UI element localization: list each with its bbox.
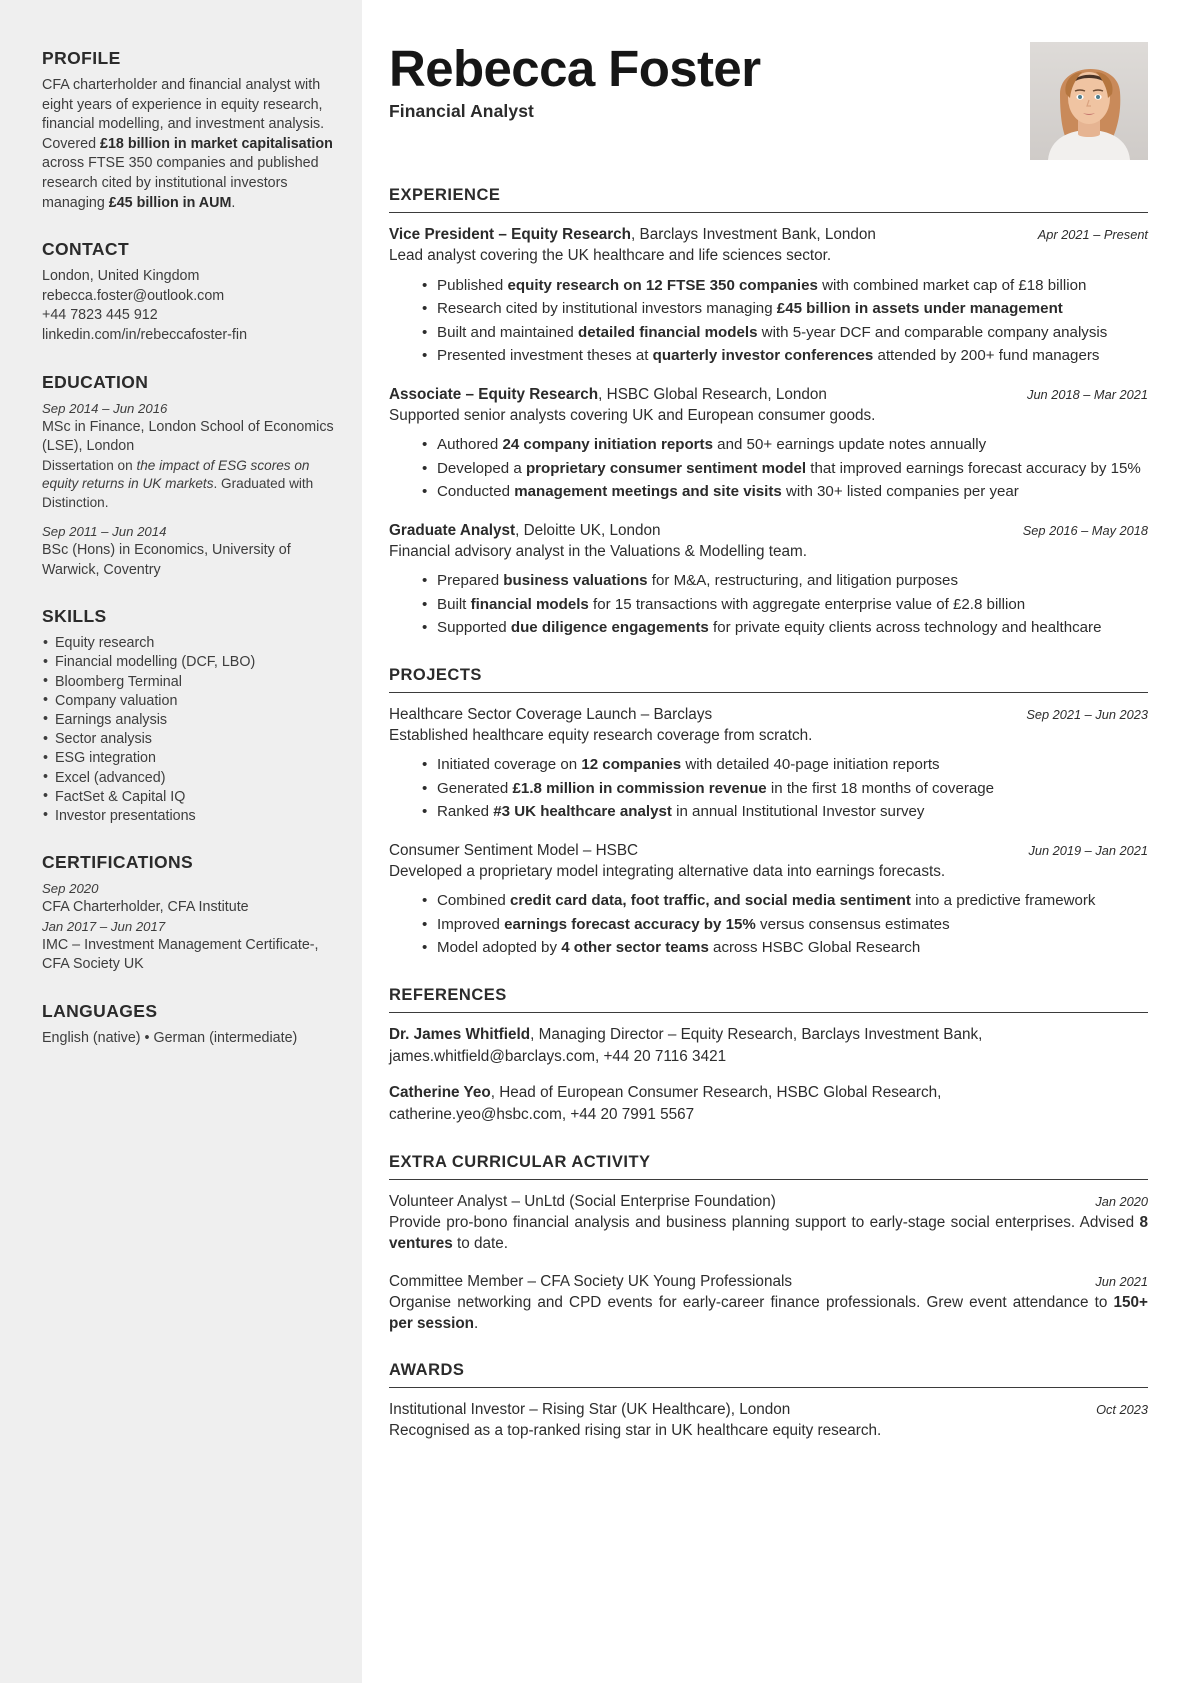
entry-summary: Supported senior analysts covering UK and European consumer goods. [389, 406, 876, 424]
references-section [389, 986, 1148, 1127]
entry-title: Institutional Investor – Rising Star (UK Healthcare), London [389, 1400, 791, 1418]
education-list [42, 400, 340, 581]
entry-date: Jun 2018 – Mar 2021 [1027, 386, 1148, 402]
experience-heading: EXPERIENCE [389, 186, 501, 204]
awards-section [389, 1361, 1148, 1442]
skill-item: • Equity research [42, 634, 340, 653]
skill-item: • Investor presentations [42, 807, 340, 826]
entry-bullets [389, 274, 1148, 368]
experience-section [389, 186, 1148, 640]
bullet-item: • Supported due diligence engagements for private equity clients across technology and healthcare [422, 616, 1148, 640]
portrait-photo-icon [1030, 42, 1148, 160]
avatar [1030, 42, 1148, 160]
extra-curricular-section [389, 1153, 1148, 1335]
bullet-item: • Initiated coverage on 12 companies with detailed 40-page initiation reports [422, 753, 1148, 777]
bullet-item: • Conducted management meetings and site visits with 30+ listed companies per year [422, 480, 1148, 504]
skill-item: • Excel (advanced) [42, 769, 340, 788]
profile-heading: PROFILE [42, 48, 121, 68]
entry-header [389, 384, 1148, 405]
contact-linkedin[interactable]: linkedin.com/in/rebeccafoster-fin [42, 326, 248, 343]
entry-title: Vice President – Equity Research, Barclays Investment Bank, London [389, 226, 876, 243]
extra-curricular-heading: EXTRA CURRICULAR ACTIVITY [389, 1152, 651, 1171]
entry-header [389, 840, 1148, 861]
reference-name-title: Dr. James Whitfield, Managing Director – Equity Research, Barclays Investment Bank, [389, 1025, 983, 1043]
entry-title: Associate – Equity Research, HSBC Global Research, London [389, 385, 827, 403]
skill-item: • Bloomberg Terminal [42, 673, 340, 692]
entry-date: Sep 2016 – May 2018 [1022, 522, 1148, 538]
entry-header [389, 1399, 1148, 1420]
education-heading: EDUCATION [42, 371, 149, 392]
entry-summary: Recognised as a top-ranked rising star in UK healthcare equity research. [389, 1421, 882, 1439]
education-date: Sep 2014 – Jun 2016 [42, 400, 168, 416]
entry [389, 384, 1148, 504]
education-item [42, 400, 340, 512]
projects-heading: PROJECTS [389, 665, 482, 684]
certifications-section [42, 852, 340, 975]
certification-title: CFA Charterholder, CFA Institute [42, 899, 249, 916]
entry-title: Volunteer Analyst – UnLtd (Social Enterprise Foundation) [389, 1192, 776, 1210]
reference-item [389, 1024, 1148, 1069]
certification-item [42, 918, 340, 975]
skill-item: • FactSet & Capital IQ [42, 788, 340, 807]
education-section [42, 372, 340, 581]
reference-contact: james.whitfield@barclays.com, +44 20 7116 3421 [389, 1048, 727, 1065]
skills-list [42, 634, 340, 826]
awards-entries [389, 1399, 1148, 1442]
sidebar [0, 0, 362, 1683]
education-title: BSc (Hons) in Economics, University of Warwick, Coventry [42, 541, 291, 578]
languages-text: English (native) • German (intermediate) [42, 1029, 298, 1046]
name-block [389, 40, 760, 122]
certification-item [42, 880, 340, 918]
experience-divider [389, 212, 1148, 213]
languages-section [42, 1001, 340, 1049]
contact-heading: CONTACT [42, 239, 130, 260]
languages-heading: LANGUAGES [42, 1000, 158, 1021]
entry-date: Oct 2023 [1096, 1401, 1148, 1417]
projects-section [389, 666, 1148, 960]
entry-bullets [389, 753, 1148, 824]
entry-summary: Organise networking and CPD events for early-career finance professionals. Grew event attendance to 150+ per session. [389, 1293, 1148, 1332]
references-heading: REFERENCES [389, 985, 507, 1004]
experience-entries [389, 224, 1148, 640]
certifications-list [42, 880, 340, 975]
bullet-item: • Prepared business valuations for M&A, restructuring, and litigation purposes [422, 569, 1148, 593]
reference-contact: catherine.yeo@hsbc.com, +44 20 7991 5567 [389, 1106, 695, 1123]
references-divider [389, 1012, 1148, 1013]
entry-bullets [389, 569, 1148, 640]
skills-heading: SKILLS [42, 606, 107, 627]
awards-divider [389, 1387, 1148, 1388]
entry-title: Committee Member – CFA Society UK Young Professionals [389, 1272, 793, 1290]
certifications-heading: CERTIFICATIONS [42, 852, 194, 873]
certification-date: Sep 2020 [42, 881, 99, 897]
entry [389, 704, 1148, 824]
skill-item: • Financial modelling (DCF, LBO) [42, 653, 340, 672]
education-date: Sep 2011 – Jun 2014 [42, 523, 167, 539]
bullet-item: • Research cited by institutional investors managing £45 billion in assets under management [422, 297, 1148, 321]
entry-date: Apr 2021 – Present [1037, 227, 1148, 242]
bullet-item: • Developed a proprietary consumer sentiment model that improved earnings forecast accuracy by 15% [422, 457, 1148, 481]
entry-summary: Developed a proprietary model integrating alternative data into earnings forecasts. [389, 862, 946, 880]
main-content [362, 0, 1190, 1683]
projects-entries [389, 704, 1148, 960]
resume-header [389, 40, 1148, 160]
entry-date: Sep 2021 – Jun 2023 [1026, 706, 1148, 722]
entry-header [389, 1191, 1148, 1212]
profile-section [42, 48, 340, 213]
entry [389, 520, 1148, 640]
entry [389, 1191, 1148, 1255]
entry-bullets [389, 433, 1148, 504]
entry-date: Jun 2021 [1095, 1273, 1148, 1289]
references-list [389, 1024, 1148, 1127]
contact-phone[interactable]: +44 7823 445 912 [42, 307, 158, 324]
entry-date: Jan 2020 [1095, 1193, 1148, 1209]
reference-name-title: Catherine Yeo, Head of European Consumer Research, HSBC Global Research, [389, 1083, 942, 1101]
entry-summary: Provide pro-bono financial analysis and business planning support to early-stage social enterprises. Advised 8 ventures to date. [389, 1213, 1148, 1252]
bullet-item: • Ranked #3 UK healthcare analyst in annual Institutional Investor survey [422, 800, 1148, 824]
bullet-item: • Built and maintained detailed financial models with 5-year DCF and comparable company analysis [422, 321, 1148, 345]
entry-bullets [389, 889, 1148, 960]
skills-section [42, 606, 340, 826]
entry [389, 1399, 1148, 1442]
education-item [42, 523, 340, 580]
entry-header [389, 224, 1148, 245]
skill-item: • Sector analysis [42, 730, 340, 749]
entry-header [389, 520, 1148, 541]
certification-date: Jan 2017 – Jun 2017 [42, 918, 166, 934]
education-description: Dissertation on the impact of ESG scores on equity returns in UK markets. Graduated with Distinction. [42, 457, 314, 510]
certification-title: IMC – Investment Management Certificate-, CFA Society UK [42, 936, 319, 973]
bullet-item: • Authored 24 company initiation reports and 50+ earnings update notes annually [422, 433, 1148, 457]
job-role: Financial Analyst [389, 101, 534, 121]
bullet-item: • Combined credit card data, foot traffic, and social media sentiment into a predictive framework [422, 889, 1148, 913]
education-title: MSc in Finance, London School of Economics (LSE), London [42, 418, 334, 455]
contact-section [42, 239, 340, 345]
entry-summary: Lead analyst covering the UK healthcare and life sciences sector. [389, 247, 832, 264]
reference-item [389, 1082, 1148, 1127]
skill-item: • Earnings analysis [42, 711, 340, 730]
entry [389, 1271, 1148, 1335]
entry-title: Healthcare Sector Coverage Launch – Barclays [389, 705, 713, 723]
extra-curricular-entries [389, 1191, 1148, 1335]
extra-curricular-divider [389, 1179, 1148, 1180]
awards-heading: AWARDS [389, 1360, 465, 1379]
entry-summary: Established healthcare equity research coverage from scratch. [389, 726, 813, 744]
bullet-item: • Generated £1.8 million in commission revenue in the first 18 months of coverage [422, 777, 1148, 801]
entry-header [389, 704, 1148, 725]
entry-summary: Financial advisory analyst in the Valuations & Modelling team. [389, 542, 808, 560]
entry-date: Jun 2019 – Jan 2021 [1028, 842, 1148, 858]
bullet-item: • Presented investment theses at quarterly investor conferences attended by 200+ fund managers [422, 344, 1148, 368]
bullet-item: • Built financial models for 15 transactions with aggregate enterprise value of £2.8 billion [422, 593, 1148, 617]
entry-header [389, 1271, 1148, 1292]
profile-text: CFA charterholder and financial analyst with eight years of experience in equity research, financial modelling, and investment analysis. Covered £18 billion in market capitalisation across FTSE 350 companies and published research cited by institutional investors managing £45 billion in AUM. [42, 77, 333, 211]
entry-title: Consumer Sentiment Model – HSBC [389, 841, 639, 859]
contact-email[interactable]: rebecca.foster@outlook.com [42, 287, 225, 304]
contact-location: London, United Kingdom [42, 268, 200, 285]
entry [389, 840, 1148, 960]
entry [389, 224, 1148, 368]
skill-item: • ESG integration [42, 749, 340, 768]
bullet-item: • Model adopted by 4 other sector teams across HSBC Global Research [422, 936, 1148, 960]
page-title: Rebecca Foster [389, 40, 761, 97]
entry-title: Graduate Analyst, Deloitte UK, London [389, 521, 661, 539]
skill-item: • Company valuation [42, 692, 340, 711]
bullet-item: • Published equity research on 12 FTSE 350 companies with combined market cap of £18 billion [422, 274, 1148, 298]
projects-divider [389, 692, 1148, 693]
bullet-item: • Improved earnings forecast accuracy by 15% versus consensus estimates [422, 913, 1148, 937]
